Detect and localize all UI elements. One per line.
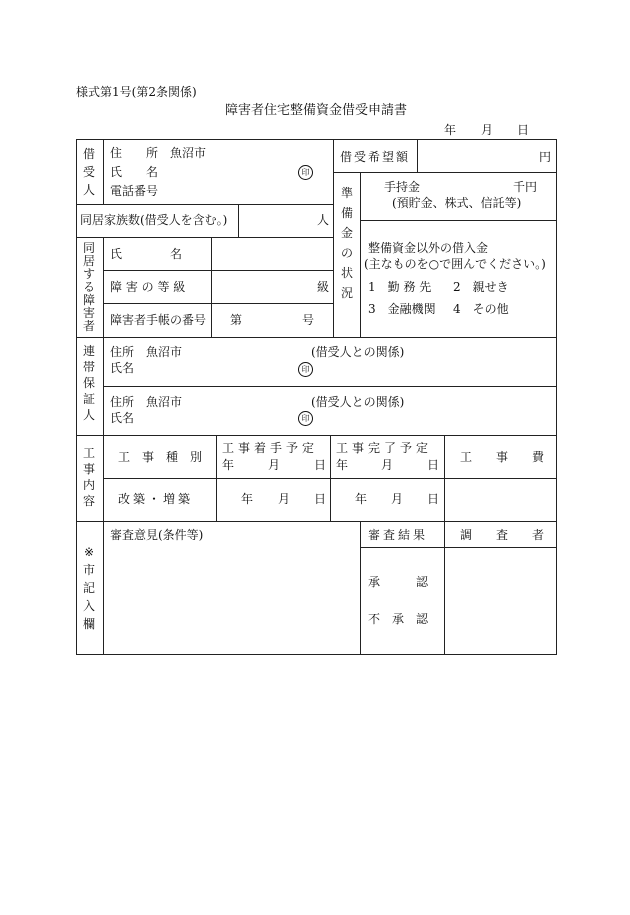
construction-type-header: 工 事 種 別 [118, 450, 203, 464]
construction-finish-day-header: 日 [427, 458, 440, 472]
disability-grade-unit: 級 [317, 280, 330, 294]
guarantor1-name-label: 氏名 [110, 361, 135, 375]
construction-finish-header: 工事完了予定 [336, 441, 433, 455]
guarantor1-address-label: 住所 魚沼市 [110, 345, 183, 359]
date-year-label: 年 [444, 123, 457, 137]
borrower-seal-icon: 印 [298, 165, 313, 180]
construction-start-header: 工事着手予定 [222, 441, 319, 455]
guarantor-section-label: 連 帯 保 証 人 [83, 344, 96, 422]
investigator-header: 調 査 者 [460, 528, 545, 542]
construction-finish-year: 年 [355, 492, 368, 506]
handbook-number-suffix: 号 [302, 313, 315, 327]
guarantor2-address-label: 住所 魚沼市 [110, 395, 183, 409]
review-opinion-label: 審査意見(条件等) [110, 528, 204, 542]
construction-finish-month: 月 [391, 492, 404, 506]
construction-finish-month-header: 月 [381, 458, 394, 472]
borrower-address-value: 魚沼市 [170, 146, 207, 160]
borrower-name-label: 氏 名 [110, 165, 159, 179]
approve-label: 承 認 [368, 575, 429, 589]
disability-grade-label: 障 害 の 等 級 [110, 280, 186, 294]
guarantor2-seal-icon: 印 [298, 411, 313, 426]
guarantor2-relation-label: (借受人との関係) [311, 395, 405, 409]
disabled-name-label: 氏 名 [110, 247, 183, 261]
construction-start-year: 年 [241, 492, 254, 506]
date-month-label: 月 [481, 123, 494, 137]
construction-start-month: 月 [278, 492, 291, 506]
guarantor1-seal-icon: 印 [298, 362, 313, 377]
household-count-unit: 人 [317, 213, 330, 227]
desired-amount-unit: 円 [539, 150, 552, 164]
construction-start-day: 日 [314, 492, 327, 506]
cash-on-hand-unit: 千円 [513, 180, 538, 194]
construction-cost-header: 工 事 費 [460, 450, 545, 464]
borrower-address-label: 住 所 [110, 146, 159, 160]
construction-finish-year-header: 年 [336, 458, 349, 472]
lender-option-3: 3 金融機関 [368, 302, 436, 316]
page-title: 障害者住宅整備資金借受申請書 [225, 103, 408, 118]
other-loans-note: (主なものを○で囲んでください。) [364, 257, 546, 271]
review-result-header: 審査結果 [368, 528, 429, 542]
form-number: 様式第1号(第2条関係) [76, 85, 197, 99]
office-use-section-label: ※ 市 記 入 欄 [83, 545, 96, 631]
construction-start-year-header: 年 [222, 458, 235, 472]
disabled-person-section-label: 同 居 す る 障 害 者 [83, 241, 96, 333]
handbook-number-label: 障害者手帳の番号 [110, 313, 207, 327]
funds-status-label: 準 備 金 の 状 況 [341, 186, 354, 300]
guarantor1-relation-label: (借受人との関係) [311, 345, 405, 359]
construction-type-value: 改築・増築 [118, 492, 194, 506]
lender-option-1: 1 勤 務 先 [368, 280, 432, 294]
household-count-label: 同居家族数(借受人を含む。) [80, 213, 228, 227]
guarantor2-name-label: 氏名 [110, 411, 135, 425]
lender-option-4: 4 その他 [453, 302, 509, 316]
other-loans-label: 整備資金以外の借入金 [368, 241, 489, 255]
handbook-number-prefix: 第 [230, 313, 243, 327]
construction-finish-day: 日 [427, 492, 440, 506]
lender-option-2: 2 親せき [453, 280, 509, 294]
date-day-label: 日 [517, 123, 530, 137]
borrower-section-label: 借 受 人 [83, 147, 96, 197]
borrower-phone-label: 電話番号 [110, 184, 159, 198]
desired-amount-label: 借受希望額 [340, 150, 411, 164]
construction-section-label: 工 事 内 容 [83, 446, 96, 508]
cash-on-hand-note: (預貯金、株式、信託等) [392, 196, 522, 210]
construction-start-month-header: 月 [268, 458, 281, 472]
cash-on-hand-label: 手持金 [384, 180, 421, 194]
disapprove-label: 不 承 認 [368, 612, 429, 626]
construction-start-day-header: 日 [314, 458, 327, 472]
